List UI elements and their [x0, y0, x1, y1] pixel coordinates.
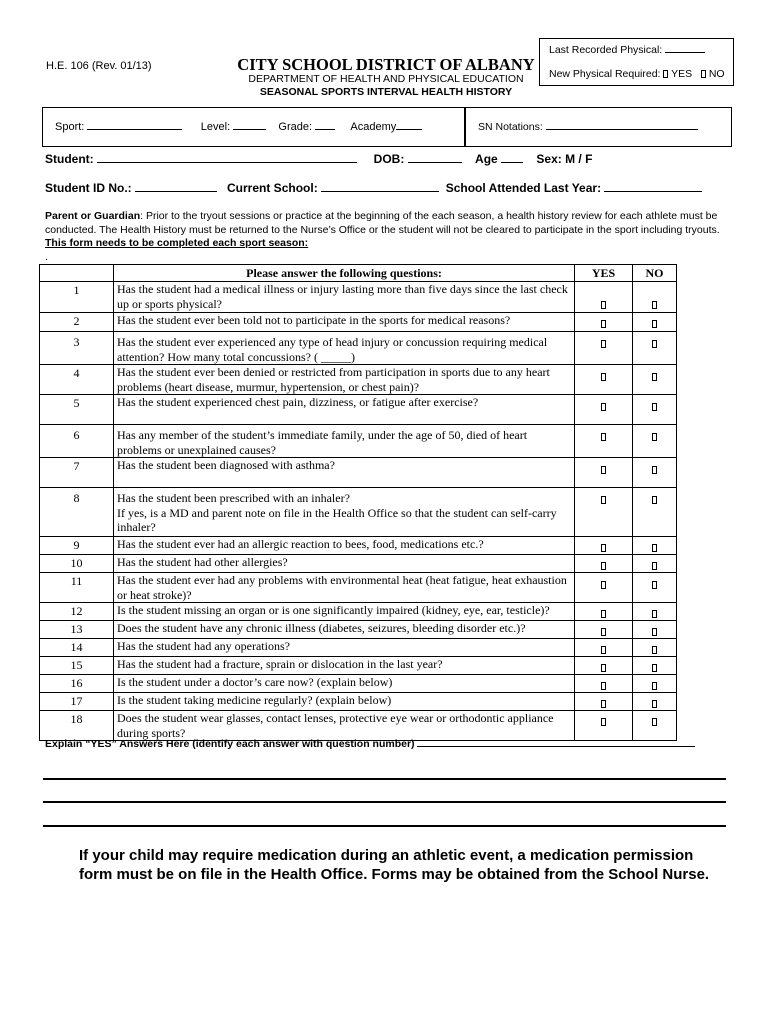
district-title: CITY SCHOOL DISTRICT OF ALBANY [237, 55, 535, 74]
no-cell [633, 488, 677, 537]
question-text: Is the student missing an organ or is one significantly impaired (kidney, eye, ear, testicle)? [114, 603, 575, 621]
no-cell [633, 313, 677, 332]
yes-checkbox[interactable] [601, 433, 606, 441]
grade-field[interactable] [315, 128, 335, 130]
instructions [45, 210, 735, 264]
yes-checkbox[interactable] [663, 70, 668, 78]
yes-cell [575, 675, 633, 693]
question-number: 18 [40, 711, 114, 741]
no-checkbox[interactable] [652, 466, 657, 474]
new-physical-label: New Physical Required: [549, 68, 661, 80]
questions-header: Please answer the following questions: [114, 265, 575, 282]
question-number: 5 [40, 395, 114, 425]
question-number: 13 [40, 621, 114, 639]
yes-cell [575, 657, 633, 675]
question-number: 2 [40, 313, 114, 332]
instructions-lead: Parent or Guardian [45, 210, 141, 222]
yes-cell [575, 711, 633, 741]
no-cell [633, 657, 677, 675]
table-row [40, 693, 677, 711]
table-row [40, 657, 677, 675]
no-cell [633, 603, 677, 621]
yes-checkbox[interactable] [601, 581, 606, 589]
table-row [40, 675, 677, 693]
school-last-year-field[interactable] [604, 190, 702, 192]
yes-checkbox[interactable] [601, 466, 606, 474]
table-row [40, 425, 677, 458]
no-checkbox[interactable] [652, 562, 657, 570]
no-cell [633, 711, 677, 741]
question-number: 6 [40, 425, 114, 458]
medication-note: If your child may require medication during an athletic event, a medication permission form must be on file in the Health Office. Forms may be obtained from the School Nurse. [79, 847, 710, 883]
current-school-field[interactable] [321, 190, 439, 192]
no-header: NO [633, 265, 677, 282]
new-physical-row [549, 68, 725, 80]
yes-checkbox[interactable] [601, 496, 606, 504]
yes-cell [575, 458, 633, 488]
question-number: 4 [40, 365, 114, 395]
yes-checkbox[interactable] [601, 562, 606, 570]
yes-cell [575, 621, 633, 639]
question-number: 7 [40, 458, 114, 488]
yes-header: YES [575, 265, 633, 282]
yes-cell [575, 693, 633, 711]
explain-line-2[interactable] [43, 801, 726, 803]
question-text: Is the student taking medicine regularly? (explain below) [114, 693, 575, 711]
table-row [40, 555, 677, 573]
no-cell [633, 639, 677, 657]
current-school-label: Current School: [227, 181, 318, 195]
no-checkbox[interactable] [652, 664, 657, 672]
yes-checkbox[interactable] [601, 628, 606, 636]
explain-row [45, 738, 695, 750]
yes-checkbox[interactable] [601, 373, 606, 381]
yes-checkbox[interactable] [601, 610, 606, 618]
yes-cell [575, 537, 633, 555]
academy-label: Academy [350, 121, 397, 133]
no-checkbox[interactable] [652, 718, 657, 726]
student-id-row [45, 181, 702, 195]
table-row [40, 573, 677, 603]
table-row [40, 639, 677, 657]
yes-checkbox[interactable] [601, 646, 606, 654]
no-cell [633, 458, 677, 488]
question-text: Has the student ever had any problems with environmental heat (heat fatigue, heat exhaustion or heat stroke)? [114, 573, 575, 603]
sport-field[interactable] [87, 128, 182, 130]
no-label: NO [708, 68, 725, 80]
yes-checkbox[interactable] [601, 403, 606, 411]
question-number: 8 [40, 488, 114, 537]
form-id: H.E. 106 (Rev. 01/13) [46, 60, 152, 72]
no-checkbox[interactable] [652, 373, 657, 381]
table-row [40, 537, 677, 555]
yes-cell [575, 488, 633, 537]
no-cell [633, 282, 677, 313]
no-checkbox[interactable] [652, 700, 657, 708]
question-text: Has the student had a medical illness or injury lasting more than five days since the last check up or sports physical? [114, 282, 575, 313]
question-text: Has the student had a fracture, sprain or dislocation in the last year? [114, 657, 575, 675]
dob-label: DOB: [373, 152, 405, 166]
sport-label: Sport: [55, 121, 85, 133]
explain-field[interactable] [417, 745, 695, 747]
last-physical-label: Last Recorded Physical: [549, 44, 663, 56]
question-text: Has the student been prescribed with an inhaler? [117, 491, 350, 505]
level-field[interactable] [233, 128, 266, 130]
question-number: 12 [40, 603, 114, 621]
student-row [45, 152, 592, 166]
sn-notations-label: SN Notations: [478, 121, 543, 133]
no-cell [633, 395, 677, 425]
yes-cell [575, 395, 633, 425]
question-text: Is the student under a doctor’s care now? (explain below) [114, 675, 575, 693]
question-text: Has the student had other allergies? [114, 555, 575, 573]
question-text: Has the student been diagnosed with asthma? [114, 458, 575, 488]
no-cell [633, 365, 677, 395]
no-cell [633, 693, 677, 711]
yes-cell [575, 365, 633, 395]
yes-checkbox[interactable] [601, 544, 606, 552]
sex-label: Sex: M / F [536, 152, 593, 166]
yes-cell [575, 573, 633, 603]
question-number: 17 [40, 693, 114, 711]
questions-table [39, 264, 677, 741]
last-physical-row [549, 44, 705, 56]
table-header-row [40, 265, 677, 282]
question-text: Has any member of the student’s immediate family, under the age of 50, died of heart problems or unexplained causes? [114, 425, 575, 458]
question-text: Has the student ever been denied or restricted from participation in sports due to any heart problems (heart disease, murmur, hypertension, or chest pain)? [114, 365, 575, 395]
question-text: Has the student experienced chest pain, dizziness, or fatigue after exercise? [114, 395, 575, 425]
question-text: Has the student ever had an allergic reaction to bees, food, medications etc.? [114, 537, 575, 555]
sport-box [42, 107, 466, 147]
no-checkbox[interactable] [652, 433, 657, 441]
no-checkbox[interactable] [652, 610, 657, 618]
yes-checkbox[interactable] [601, 301, 606, 309]
yes-checkbox[interactable] [601, 682, 606, 690]
dob-field[interactable] [408, 161, 462, 163]
school-last-year-label: School Attended Last Year: [445, 181, 602, 195]
table-row [40, 711, 677, 741]
question-number: 3 [40, 332, 114, 365]
student-field[interactable] [97, 161, 357, 163]
no-cell [633, 425, 677, 458]
question-number: 15 [40, 657, 114, 675]
age-field[interactable] [501, 161, 523, 163]
no-checkbox[interactable] [652, 544, 657, 552]
table-row [40, 621, 677, 639]
yes-cell [575, 332, 633, 365]
question-number: 16 [40, 675, 114, 693]
instructions-emphasis: This form needs to be completed each sport season: [45, 237, 309, 249]
student-id-field[interactable] [135, 190, 217, 192]
no-checkbox[interactable] [652, 682, 657, 690]
last-physical-field[interactable] [665, 51, 705, 53]
grade-label: Grade: [278, 121, 313, 133]
no-checkbox[interactable] [652, 581, 657, 589]
question-number: 10 [40, 555, 114, 573]
no-cell [633, 573, 677, 603]
no-cell [633, 555, 677, 573]
no-checkbox[interactable] [652, 301, 657, 309]
student-label: Student: [45, 152, 94, 166]
yes-checkbox[interactable] [601, 718, 606, 726]
sn-notations-field[interactable] [546, 128, 698, 130]
form-title: SEASONAL SPORTS INTERVAL HEALTH HISTORY [259, 86, 513, 98]
sn-row [478, 121, 698, 133]
explain-line-1[interactable] [43, 778, 726, 780]
num-header [40, 265, 114, 282]
level-label: Level: [200, 121, 231, 133]
table-row [40, 488, 677, 537]
sport-row [55, 121, 422, 133]
table-row [40, 365, 677, 395]
age-label: Age [475, 152, 498, 166]
yes-cell [575, 282, 633, 313]
yes-cell [575, 639, 633, 657]
explain-line-3[interactable] [43, 825, 726, 827]
no-cell [633, 675, 677, 693]
table-row [40, 603, 677, 621]
question-text: Has the student ever been told not to participate in the sports for medical reasons? [114, 313, 575, 332]
no-checkbox[interactable] [652, 403, 657, 411]
question-text: Has the student ever experienced any type of head injury or concussion requiring medical attention? How many total concussions? ( _____) [114, 332, 575, 365]
question-text: Has the student had any operations? [114, 639, 575, 657]
question-number: 1 [40, 282, 114, 313]
no-cell [633, 332, 677, 365]
table-row [40, 332, 677, 365]
yes-checkbox[interactable] [601, 664, 606, 672]
instructions-body: : Prior to the tryout sessions or practice at the beginning of the each season, a health history review for each athlete must be conducted. The Health History must be returned to the Nurse’s Office or the student will not be cleared to participate in the sport including tryouts. [45, 210, 720, 236]
yes-checkbox[interactable] [601, 340, 606, 348]
yes-cell [575, 603, 633, 621]
physical-box [539, 38, 734, 86]
question-text-followup: If yes, is a MD and parent note on file in the Health Office so that the student can self-carry inhaler? [117, 505, 557, 534]
no-checkbox[interactable] [701, 70, 706, 78]
table-row [40, 313, 677, 332]
question-text: Does the student wear glasses, contact lenses, protective eye wear or orthodontic appliance during sports? [114, 711, 575, 741]
no-cell [633, 537, 677, 555]
question-text-group [114, 488, 575, 537]
yes-cell [575, 555, 633, 573]
academy-field[interactable] [396, 128, 422, 130]
sn-notations-box [464, 107, 732, 147]
yes-label: YES [671, 68, 693, 80]
department-name: DEPARTMENT OF HEALTH AND PHYSICAL EDUCATION [248, 73, 524, 85]
table-row [40, 458, 677, 488]
no-checkbox[interactable] [652, 496, 657, 504]
table-row [40, 395, 677, 425]
question-number: 11 [40, 573, 114, 603]
instructions-dot: . [45, 250, 48, 263]
yes-cell [575, 425, 633, 458]
student-id-label: Student ID No.: [45, 181, 132, 195]
question-text: Does the student have any chronic illness (diabetes, seizures, bleeding disorder etc.)? [114, 621, 575, 639]
question-number: 14 [40, 639, 114, 657]
table-row [40, 282, 677, 313]
no-checkbox[interactable] [652, 320, 657, 328]
yes-checkbox[interactable] [601, 700, 606, 708]
yes-checkbox[interactable] [601, 320, 606, 328]
no-checkbox[interactable] [652, 340, 657, 348]
explain-label: Explain “YES” Answers Here (identify each answer with question number) [45, 738, 415, 750]
yes-cell [575, 313, 633, 332]
question-number: 9 [40, 537, 114, 555]
no-checkbox[interactable] [652, 628, 657, 636]
no-cell [633, 621, 677, 639]
no-checkbox[interactable] [652, 646, 657, 654]
